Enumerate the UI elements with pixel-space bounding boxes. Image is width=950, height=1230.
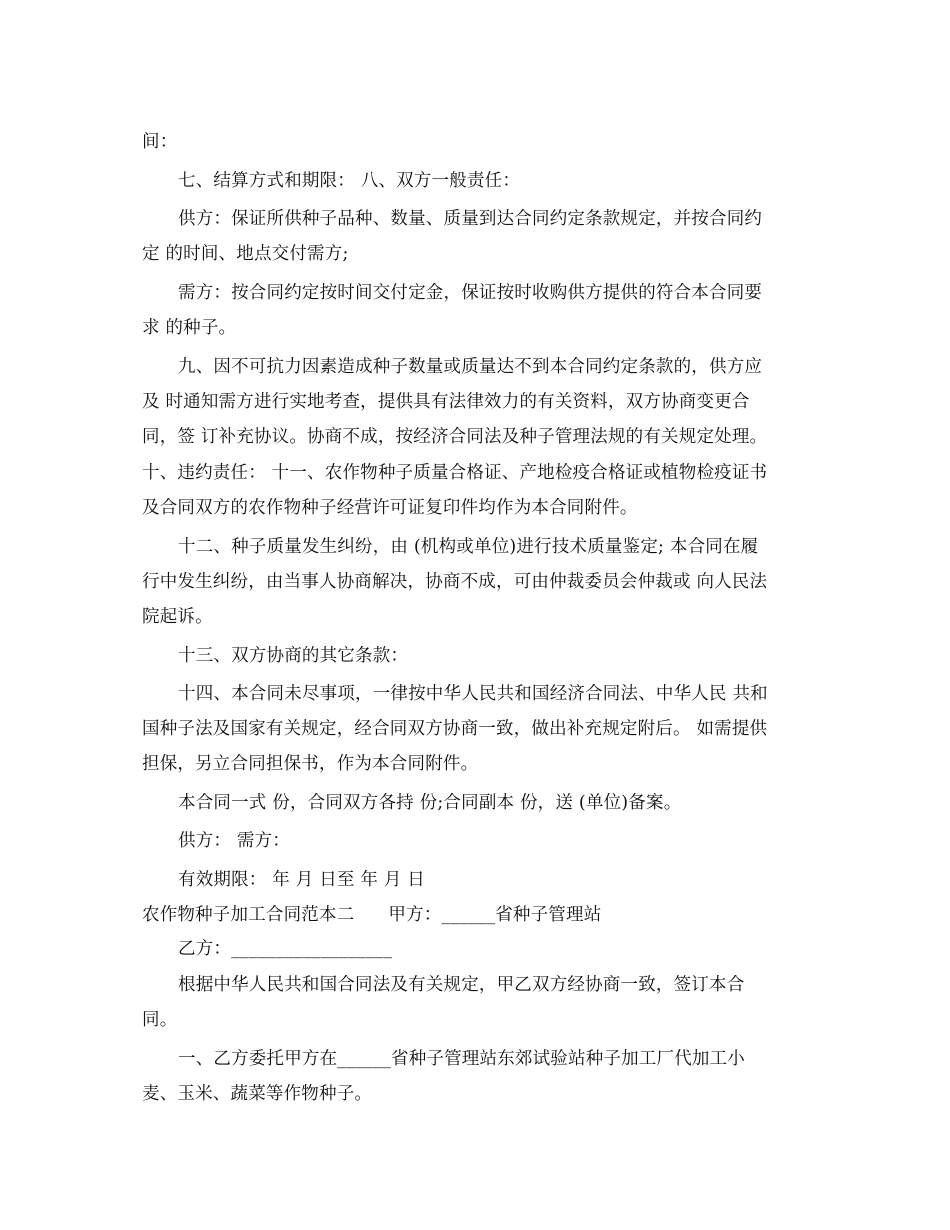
text-line: 定 的时间、地点交付需方; <box>142 244 349 264</box>
clause-1-text: 一、乙方委托甲方在______省种子管理站东郊试验站种子加工厂代加工小 <box>178 1049 745 1069</box>
section-10-11-text: 十、违约责任： 十一、农作物种子质量合格证、产地检疫合格证或植物检疫证书 <box>142 463 768 483</box>
party-b-line: 乙方：__________________ <box>178 939 393 959</box>
text-line: 行中发生纠纷，由当事人协商解决，协商不成，可由仲裁委员会仲裁或 向人民法 <box>142 572 768 592</box>
party-a-line: 甲方：______省种子管理站 <box>388 905 602 925</box>
text-line: 供方：保证所供种子品种、数量、质量到达合同约定条款规定，并按合同约 <box>178 209 763 229</box>
text-line: 及合同双方的农作物种子经营许可证复印件均作为本合同附件。 <box>142 498 638 518</box>
section-12-text: 十二、种子质量发生纠纷，由 (机构或单位)进行技术质量鉴定; 本合同在履 <box>178 537 759 557</box>
text-line: 求 的种子。 <box>142 318 237 338</box>
copies-text: 本合同一式 份，合同双方各持 份;合同副本 份，送 (单位)备案。 <box>178 793 682 813</box>
text-line: 院起诉。 <box>142 607 213 627</box>
text-line: 国种子法及国家有关规定，经合同双方协商一致，做出补充规定附后。 如需提供 <box>142 719 768 739</box>
preamble-text: 根据中华人民共和国合同法及有关规定，甲乙双方经协商一致，签订本合 <box>178 975 745 995</box>
validity-period-line: 有效期限： 年 月 日至 年 月 日 <box>178 870 425 890</box>
contract-2-title-line <box>142 903 601 927</box>
text-line: 间： <box>142 132 178 152</box>
section-7-8-heading: 七、结算方式和期限： 八、双方一般责任： <box>178 171 521 191</box>
text-line: 麦、玉米、蔬菜等作物种子。 <box>142 1084 373 1104</box>
parties-signature-line: 供方： 需方： <box>178 831 290 851</box>
contract-2-title: 农作物种子加工合同范本二 <box>142 905 355 925</box>
text-line: 担保，另立合同担保书，作为本合同附件。 <box>142 754 479 774</box>
section-9-text: 九、因不可抗力因素造成种子数量或质量达不到本合同约定条款的，供方应 <box>178 357 763 377</box>
text-line: 同，签 订补充协议。协商不成，按经济合同法及种子管理法规的有关规定处理。 <box>142 427 768 447</box>
text-line: 同。 <box>142 1010 178 1030</box>
section-14-text: 十四、本合同未尽事项，一律按中华人民共和国经济合同法、中华人民 共和 <box>178 684 768 704</box>
section-13-heading: 十三、双方协商的其它条款： <box>178 646 409 666</box>
text-line: 需方：按合同约定按时间交付定金，保证按时收购供方提供的符合本合同要 <box>178 283 763 303</box>
text-line: 及 时通知需方进行实地考查，提供具有法律效力的有关资料，双方协商变更合 <box>142 392 750 412</box>
